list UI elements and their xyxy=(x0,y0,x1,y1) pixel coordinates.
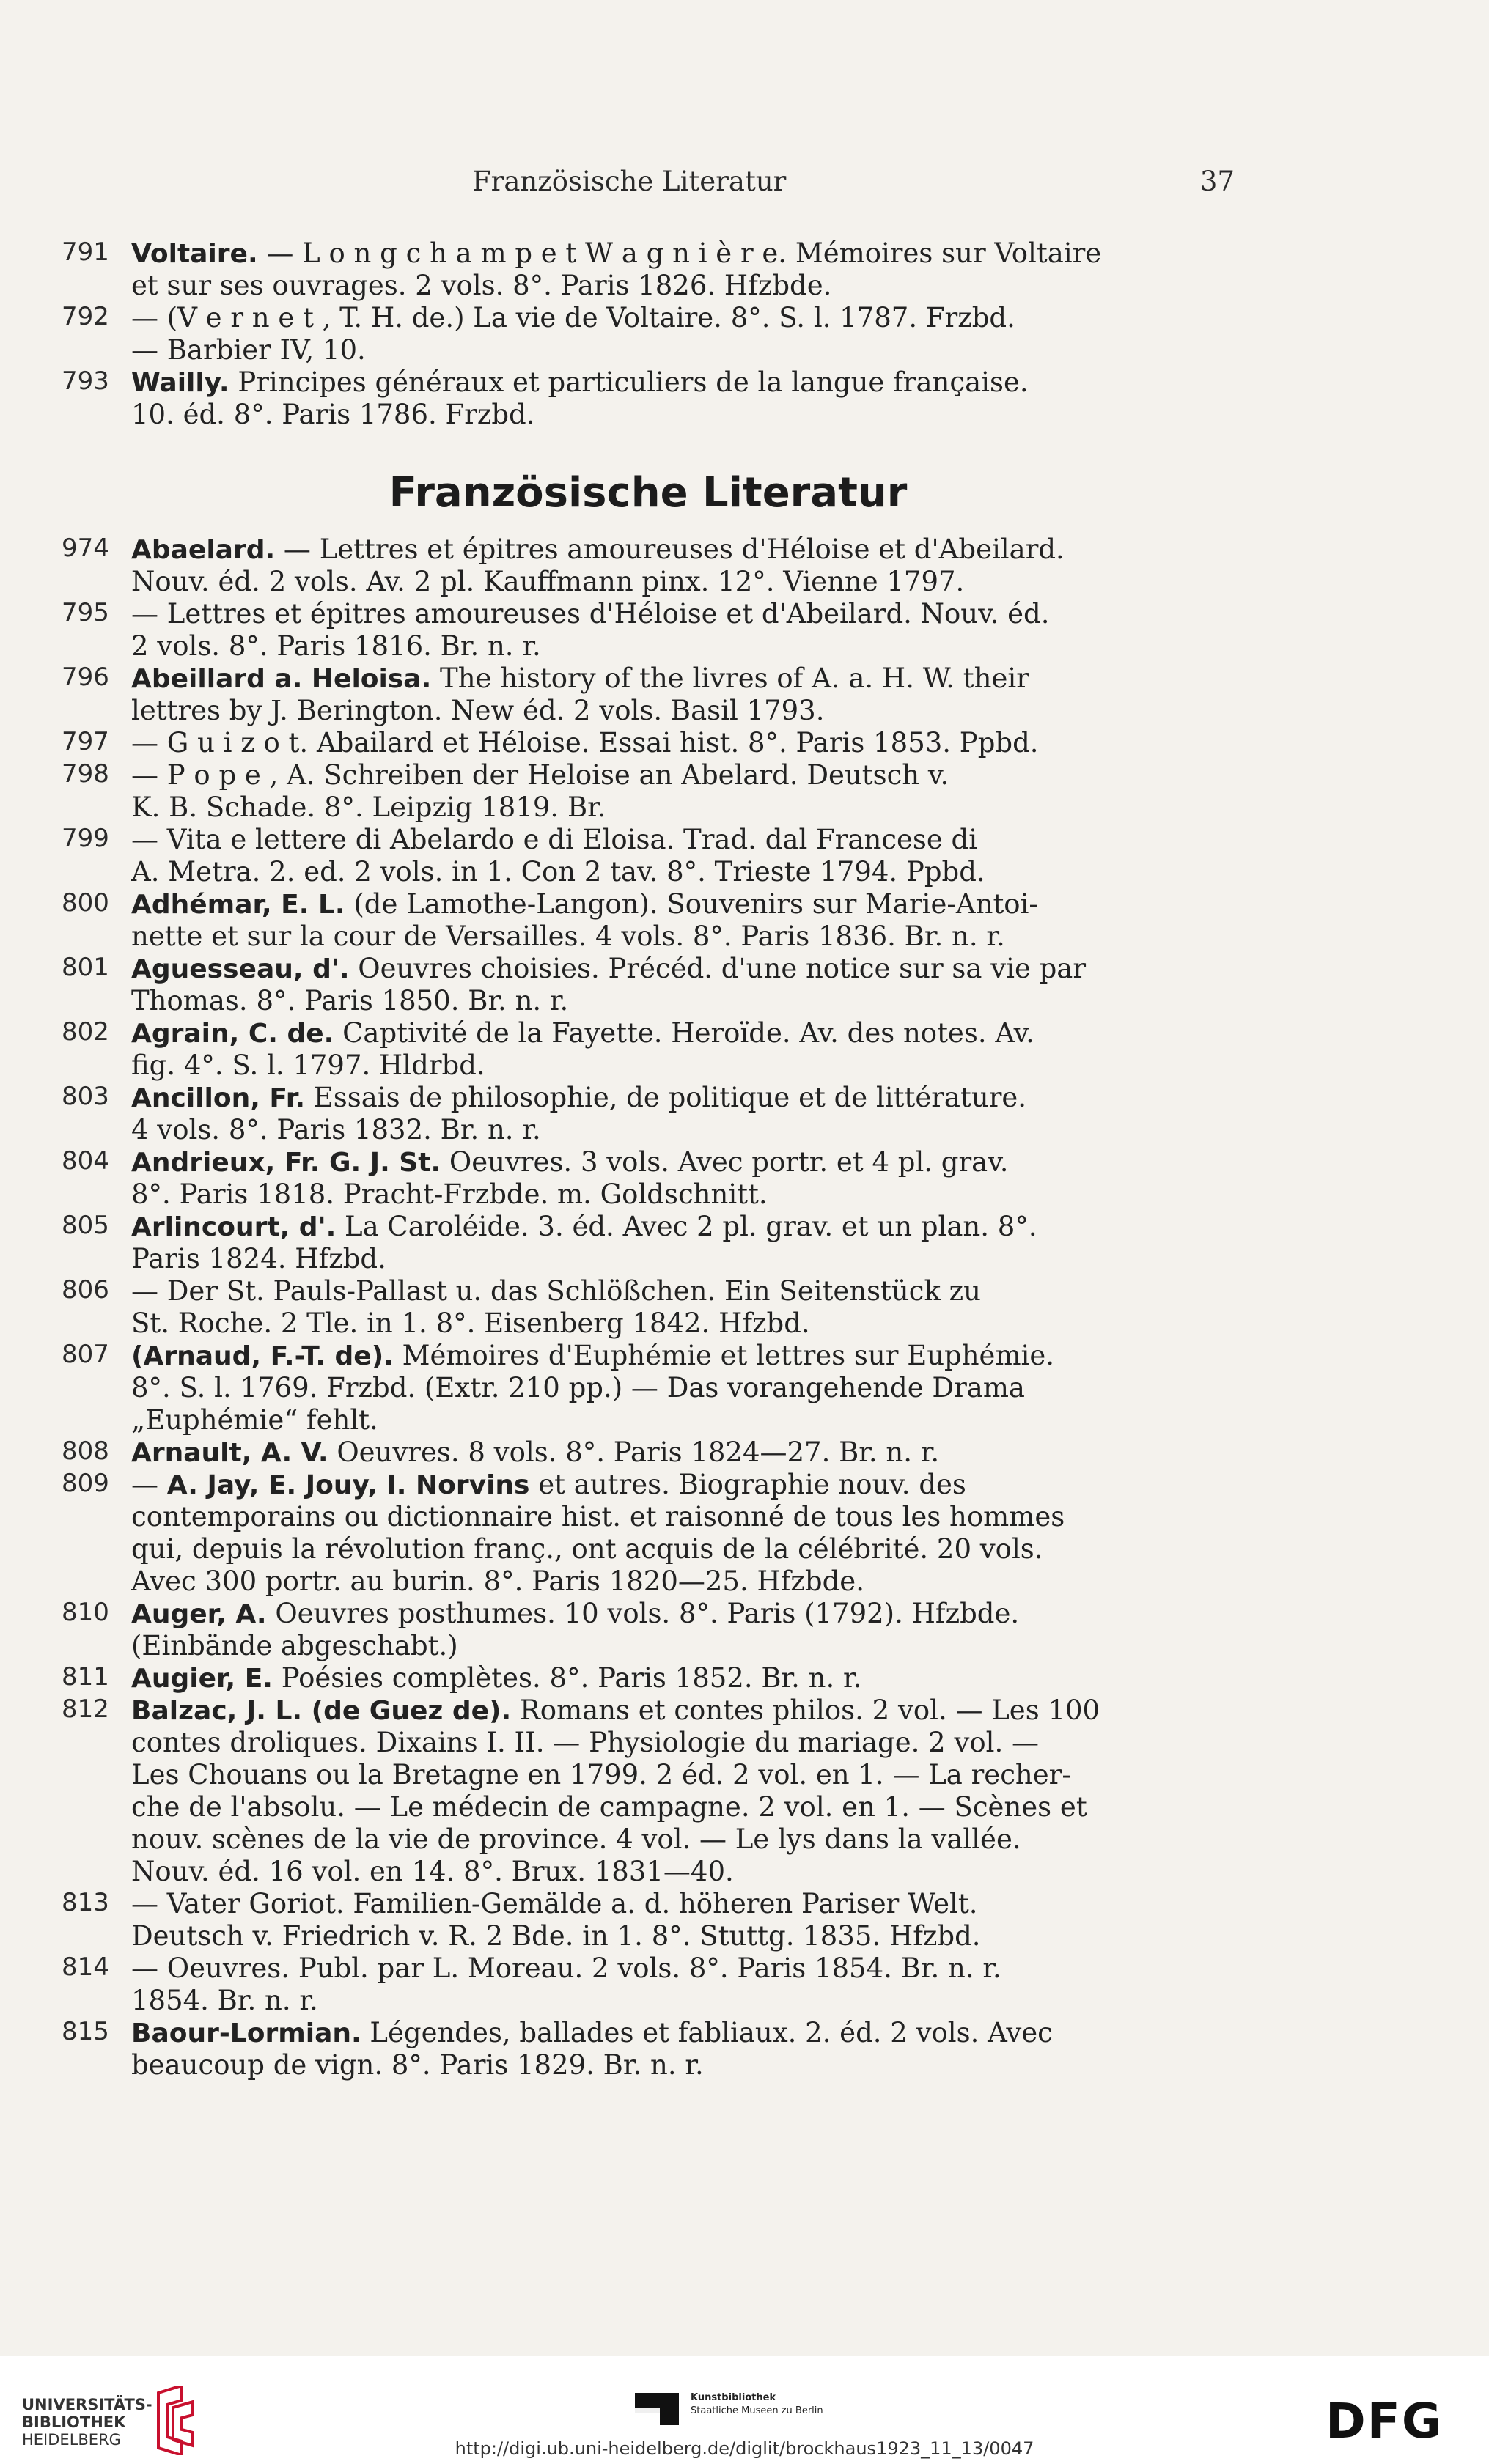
entry-text: nouv. scènes de la vie de province. 4 vol. — Le lys dans la vallée. xyxy=(131,1823,1021,1855)
entry-line xyxy=(131,759,1235,792)
entry-text: 4 vols. 8°. Paris 1832. Br. n. r. xyxy=(131,1114,541,1146)
entry-text: A. Metra. 2. ed. 2 vols. in 1. Con 2 tav. 8°. Trieste 1794. Ppbd. xyxy=(131,856,985,888)
entry-text: Oeuvres. 8 vols. 8°. Paris 1824—27. Br. n. r. xyxy=(328,1436,940,1468)
entry-author: Agrain, C. de. xyxy=(131,1019,334,1049)
entry-line xyxy=(131,1501,1235,1533)
catalog-entry xyxy=(62,1598,1235,1662)
kunstbibliothek-name xyxy=(691,2391,823,2418)
entry-text: Nouv. éd. 16 vol. en 14. 8°. Brux. 1831—40. xyxy=(131,1856,734,1887)
entry-number: 806 xyxy=(62,1275,109,1305)
entry-text: contes droliques. Dixains I. II. — Physiologie du mariage. 2 vol. — xyxy=(131,1727,1040,1758)
entry-text: — Lettres et épitres amoureuses d'Héloise et d'Abeilard. Nouv. éd. xyxy=(131,598,1050,630)
entry-author: Balzac, J. L. (de Guez de). xyxy=(131,1696,512,1726)
page-number: 37 xyxy=(1199,166,1235,197)
entry-line xyxy=(131,1275,1235,1307)
catalog-entry xyxy=(62,953,1235,1017)
entry-text: Deutsch v. Friedrich v. R. 2 Bde. in 1. 8°. Stuttg. 1835. Hfzbd. xyxy=(131,1920,981,1952)
catalog-entry xyxy=(62,1436,1235,1469)
section-heading: Französische Literatur xyxy=(389,469,908,517)
entry-text: Les Chouans ou la Bretagne en 1799. 2 éd. 2 vol. en 1. — La recher- xyxy=(131,1759,1071,1790)
catalog-entry xyxy=(62,1275,1235,1340)
entry-text: La Caroléide. 3. éd. Avec 2 pl. grav. et un plan. 8°. xyxy=(336,1211,1037,1242)
entry-text: Légendes, ballades et fabliaux. 2. éd. 2 vols. Avec xyxy=(361,2017,1053,2048)
catalog-entry xyxy=(62,759,1235,824)
permalink-url[interactable]: http://digi.ub.uni-heidelberg.de/diglit/brockhaus1923_11_13/0047 xyxy=(455,2438,1034,2459)
entry-author: A. Jay, E. Jouy, I. Norvins xyxy=(166,1470,530,1500)
entry-author: Auger, A. xyxy=(131,1599,267,1629)
entry-text: — xyxy=(131,1469,167,1500)
entry-line xyxy=(131,1985,1235,2017)
entry-line xyxy=(131,1178,1235,1211)
entry-text: 2 vols. 8°. Paris 1816. Br. n. r. xyxy=(131,630,541,662)
entry-number: 802 xyxy=(62,1017,109,1047)
entry-text: — L o n g c h a m p e t W a g n i è r e. Mémoires sur Voltaire xyxy=(257,237,1102,269)
entry-text: Essais de philosophie, de politique et de littérature. xyxy=(305,1082,1027,1113)
entry-text: — G u i z o t. Abailard et Héloise. Essai hist. 8°. Paris 1853. Ppbd. xyxy=(131,727,1039,759)
entry-line xyxy=(131,1791,1235,1823)
catalog-entry xyxy=(62,1017,1235,1082)
entry-text: lettres by J. Berington. New éd. 2 vols. Basil 1793. xyxy=(131,695,825,726)
entry-line xyxy=(131,566,1235,598)
entry-text: — P o p e , A. Schreiben der Heloise an Abelard. Deutsch v. xyxy=(131,759,949,791)
entry-author: Arnault, A. V. xyxy=(131,1438,328,1468)
kb-name-line2: Staatliche Museen zu Berlin xyxy=(691,2405,823,2416)
entry-text: Oeuvres posthumes. 10 vols. 8°. Paris (1792). Hfzbde. xyxy=(266,1598,1020,1629)
entry-text: Poésies complètes. 8°. Paris 1852. Br. n. r. xyxy=(272,1662,862,1694)
entry-author: Ancillon, Fr. xyxy=(131,1083,306,1113)
entry-text: — Barbier IV, 10. xyxy=(131,334,366,366)
catalog-entry xyxy=(62,1694,1235,1888)
entry-number: 974 xyxy=(62,534,109,563)
entry-author: Baour-Lormian. xyxy=(131,2018,361,2048)
entry-author: Voltaire. xyxy=(131,239,258,269)
entry-line xyxy=(131,985,1235,1017)
entry-line xyxy=(131,1533,1235,1565)
entry-line xyxy=(131,1243,1235,1275)
catalog-entry xyxy=(62,534,1235,598)
catalog-entries-main xyxy=(62,534,1235,2081)
catalog-entry xyxy=(62,598,1235,663)
catalog-entry xyxy=(62,888,1235,953)
kb-name-line1: Kunstbibliothek xyxy=(691,2392,776,2403)
entry-line xyxy=(131,1404,1235,1436)
entry-number: 811 xyxy=(62,1662,109,1692)
dfg-logo-text: DFG xyxy=(1326,2393,1444,2449)
catalog-entry xyxy=(62,1952,1235,2017)
catalog-entry xyxy=(62,1146,1235,1211)
entry-author: Andrieux, Fr. G. J. St. xyxy=(131,1148,441,1178)
entry-line xyxy=(131,399,1235,431)
entry-text: che de l'absolu. — Le médecin de campagne. 2 vol. en 1. — Scènes et xyxy=(131,1791,1087,1823)
entry-text: beaucoup de vign. 8°. Paris 1829. Br. n. r. xyxy=(131,2049,704,2081)
catalog-entries-top xyxy=(62,237,1235,431)
entry-line xyxy=(131,1307,1235,1340)
entry-number: 812 xyxy=(62,1694,109,1724)
entry-line xyxy=(131,630,1235,663)
entry-number: 792 xyxy=(62,302,109,331)
entry-text: 10. éd. 8°. Paris 1786. Frzbd. xyxy=(131,399,535,430)
entry-text: Captivité de la Fayette. Heroïde. Av. des notes. Av. xyxy=(334,1017,1034,1049)
entry-author: Augier, E. xyxy=(131,1664,273,1694)
entry-number: 800 xyxy=(62,888,109,918)
entry-text: Thomas. 8°. Paris 1850. Br. n. r. xyxy=(131,985,569,1017)
entry-author: Adhémar, E. L. xyxy=(131,890,345,920)
entry-line xyxy=(131,695,1235,727)
entry-number: 798 xyxy=(62,759,109,789)
library-name-line1: UNIVERSITÄTS- xyxy=(22,2396,152,2413)
entry-line xyxy=(131,1662,1235,1694)
entry-line xyxy=(131,663,1235,695)
entry-line xyxy=(131,856,1235,888)
entry-number: 796 xyxy=(62,663,109,692)
catalog-entry xyxy=(62,1662,1235,1694)
entry-line xyxy=(131,2017,1235,2049)
entry-line xyxy=(131,1469,1235,1501)
entry-text: K. B. Schade. 8°. Leipzig 1819. Br. xyxy=(131,792,606,823)
entry-line xyxy=(131,1146,1235,1178)
entry-line xyxy=(131,921,1235,953)
entry-author: Abaelard. xyxy=(131,535,276,565)
entry-line xyxy=(131,334,1235,366)
entry-line xyxy=(131,1050,1235,1082)
entry-text: St. Roche. 2 Tle. in 1. 8°. Eisenberg 1842. Hfzbd. xyxy=(131,1307,810,1339)
entry-line xyxy=(131,598,1235,630)
entry-line xyxy=(131,366,1235,399)
catalog-entry xyxy=(62,824,1235,888)
entry-line xyxy=(131,1372,1235,1404)
entry-text: Mémoires d'Euphémie et lettres sur Euphémie. xyxy=(393,1340,1055,1371)
running-header xyxy=(62,166,1235,210)
entry-text: fig. 4°. S. l. 1797. Hldrbd. xyxy=(131,1050,485,1081)
entry-line xyxy=(131,1565,1235,1598)
running-title: Französische Literatur xyxy=(472,166,787,197)
entry-text: 8°. Paris 1818. Pracht-Frzbde. m. Goldschnitt. xyxy=(131,1178,768,1210)
entry-line xyxy=(131,1211,1235,1243)
entry-text: „Euphémie“ fehlt. xyxy=(131,1404,378,1436)
entry-line xyxy=(131,1436,1235,1469)
entry-text: (de Lamothe-Langon). Souvenirs sur Marie-Antoi- xyxy=(345,888,1038,920)
entry-text: The history of the livres of A. a. H. W. their xyxy=(431,663,1029,694)
entry-number: 804 xyxy=(62,1146,109,1176)
entry-number: 793 xyxy=(62,366,109,396)
entry-line xyxy=(131,888,1235,921)
entry-line xyxy=(131,1920,1235,1952)
entry-line xyxy=(131,727,1235,759)
catalog-entry xyxy=(62,1211,1235,1275)
entry-text: nette et sur la cour de Versailles. 4 vols. 8°. Paris 1836. Br. n. r. xyxy=(131,921,1005,952)
entry-line xyxy=(131,1888,1235,1920)
catalog-entry xyxy=(62,2017,1235,2081)
catalog-entry xyxy=(62,1082,1235,1146)
entry-text: (Einbände abgeschabt.) xyxy=(131,1630,458,1661)
catalog-entry xyxy=(62,366,1235,431)
entry-line xyxy=(131,953,1235,985)
catalog-entry xyxy=(62,302,1235,366)
entry-line xyxy=(131,237,1235,270)
entry-line xyxy=(131,1598,1235,1630)
entry-text: Paris 1824. Hfzbd. xyxy=(131,1243,386,1275)
entry-text: et autres. Biographie nouv. des xyxy=(529,1469,966,1500)
entry-line xyxy=(131,270,1235,302)
entry-number: 803 xyxy=(62,1082,109,1111)
entry-line xyxy=(131,1952,1235,1985)
catalog-entry xyxy=(62,1469,1235,1598)
catalog-entry xyxy=(62,1888,1235,1952)
entry-line xyxy=(131,1082,1235,1114)
entry-author: Aguesseau, d'. xyxy=(131,954,350,984)
entry-line xyxy=(131,1630,1235,1662)
catalog-entry xyxy=(62,663,1235,727)
library-name-line3: HEIDELBERG xyxy=(22,2431,121,2449)
entry-author: Abeillard a. Heloisa. xyxy=(131,664,432,694)
entry-number: 801 xyxy=(62,953,109,982)
entry-text: 8°. S. l. 1769. Frzbd. (Extr. 210 pp.) — Das vorangehende Drama xyxy=(131,1372,1025,1403)
entry-author: Arlincourt, d'. xyxy=(131,1212,337,1242)
entry-text: qui, depuis la révolution franç., ont acquis de la célébrité. 20 vols. xyxy=(131,1533,1043,1565)
kunstbibliothek-emblem-icon xyxy=(635,2386,679,2430)
entry-line xyxy=(131,302,1235,334)
entry-number: 808 xyxy=(62,1436,109,1466)
entry-number: 814 xyxy=(62,1952,109,1982)
entry-number: 813 xyxy=(62,1888,109,1917)
entry-text: 1854. Br. n. r. xyxy=(131,1985,318,2016)
catalog-entry xyxy=(62,237,1235,302)
library-name-line2: BIBLIOTHEK xyxy=(22,2413,126,2431)
entry-text: — Der St. Pauls-Pallast u. das Schlößchen. Ein Seitenstück zu xyxy=(131,1275,981,1307)
entry-text: — Vater Goriot. Familien-Gemälde a. d. höheren Pariser Welt. xyxy=(131,1888,978,1919)
entry-line xyxy=(131,1340,1235,1372)
entry-number: 791 xyxy=(62,237,109,267)
entry-number: 795 xyxy=(62,598,109,627)
entry-line xyxy=(131,1694,1235,1727)
entry-text: — Oeuvres. Publ. par L. Moreau. 2 vols. 8°. Paris 1854. Br. n. r. xyxy=(131,1952,1001,1984)
entry-number: 809 xyxy=(62,1469,109,1498)
entry-text: Romans et contes philos. 2 vol. — Les 100 xyxy=(511,1694,1100,1726)
entry-author: (Arnaud, F.-T. de). xyxy=(131,1341,394,1371)
catalog-entry xyxy=(62,1340,1235,1436)
entry-text: Principes généraux et particuliers de la langue française. xyxy=(229,366,1029,398)
catalog-entry xyxy=(62,727,1235,759)
entry-author: Wailly. xyxy=(131,368,229,398)
kunstbibliothek-logo[interactable] xyxy=(635,2386,884,2430)
entry-line xyxy=(131,534,1235,566)
entry-text: contemporains ou dictionnaire hist. et raisonné de tous les hommes xyxy=(131,1501,1065,1532)
entry-text: et sur ses ouvrages. 2 vols. 8°. Paris 1826. Hfzbde. xyxy=(131,270,832,301)
entry-text: Oeuvres. 3 vols. Avec portr. et 4 pl. grav. xyxy=(441,1146,1009,1178)
entry-number: 797 xyxy=(62,727,109,756)
entry-text: Avec 300 portr. au burin. 8°. Paris 1820—25. Hfzbde. xyxy=(131,1565,864,1597)
entry-number: 805 xyxy=(62,1211,109,1240)
entry-number: 807 xyxy=(62,1340,109,1369)
entry-line xyxy=(131,792,1235,824)
entry-number: 815 xyxy=(62,2017,109,2046)
entry-line xyxy=(131,1017,1235,1050)
entry-number: 810 xyxy=(62,1598,109,1627)
entry-text: Nouv. éd. 2 vols. Av. 2 pl. Kauffmann pinx. 12°. Vienne 1797. xyxy=(131,566,965,597)
digitization-footer xyxy=(0,2356,1489,2464)
entry-text: — Vita e lettere di Abelardo e di Eloisa. Trad. dal Francese di xyxy=(131,824,978,855)
entry-line xyxy=(131,1823,1235,1856)
entry-line xyxy=(131,1114,1235,1146)
entry-text: Oeuvres choisies. Précéd. d'une notice sur sa vie par xyxy=(349,953,1087,984)
entry-line xyxy=(131,824,1235,856)
entry-text: — Lettres et épitres amoureuses d'Héloise et d'Abeilard. xyxy=(275,534,1065,565)
entry-number: 799 xyxy=(62,824,109,853)
entry-line xyxy=(131,1856,1235,1888)
entry-line xyxy=(131,1759,1235,1791)
entry-line xyxy=(131,1727,1235,1759)
entry-text: — (V e r n e t , T. H. de.) La vie de Voltaire. 8°. S. l. 1787. Frzbd. xyxy=(131,302,1015,333)
entry-line xyxy=(131,2049,1235,2081)
